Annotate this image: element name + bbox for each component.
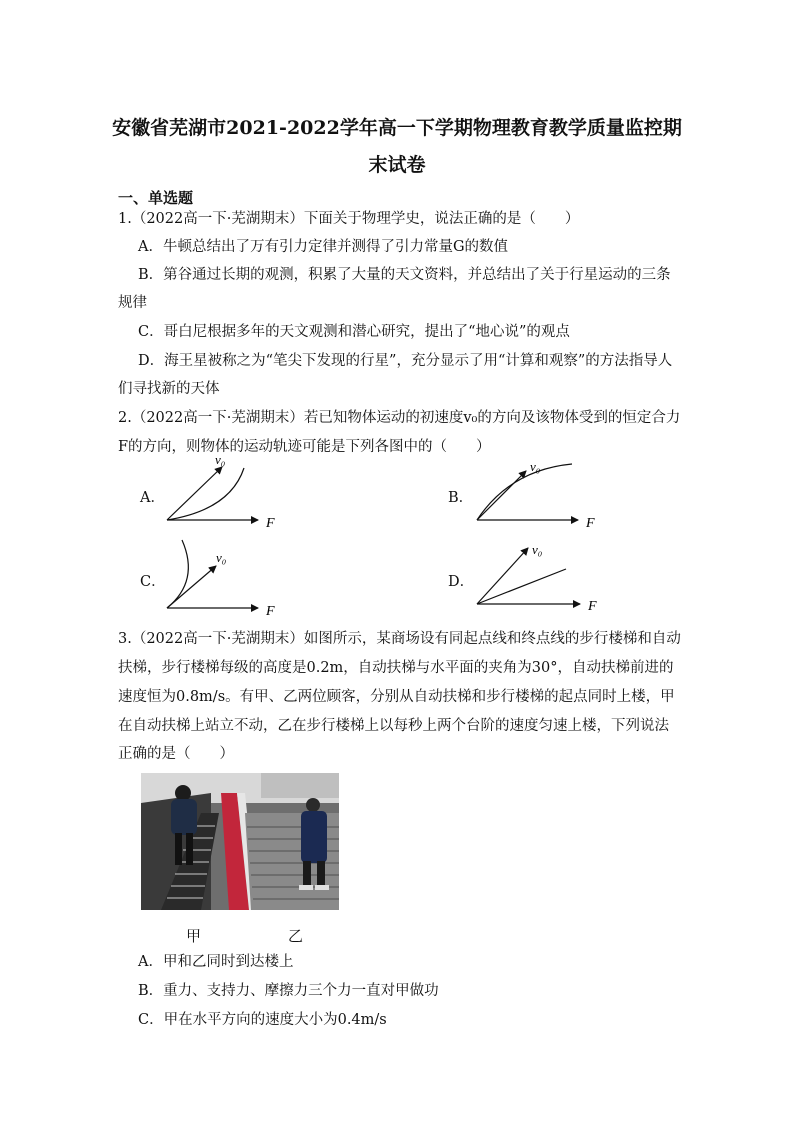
q2-option-d-label: D．	[448, 574, 475, 590]
q1-option-d-line2: 们寻找新的天体	[118, 381, 220, 397]
q1-option-b-line2: 规律	[118, 295, 147, 311]
q2-stem-line2: F的方向，则物体的运动轨迹可能是下列各图中的（ ）	[118, 439, 491, 455]
paper-title-line2: 末试卷	[368, 154, 426, 176]
photo-label-yi: 乙	[288, 927, 304, 945]
q2-option-c-label: C．	[140, 574, 166, 590]
q1-option-b-line1: B．第谷通过长期的观测，积累了大量的天文资料，并总结出了关于行星运动的三条	[138, 267, 671, 283]
q3-option-b: B．重力、支持力、摩擦力三个力一直对甲做功	[138, 983, 439, 999]
v0-label: v₀	[215, 452, 226, 467]
f-label: F	[266, 516, 275, 531]
q3-stem-line1: 3.（2022高一下·芜湖期末）如图所示，某商场设有同起点线和终点线的步行楼梯和自动	[118, 631, 681, 647]
velocity-arrow	[477, 471, 526, 520]
q2-diagram-b	[470, 455, 600, 535]
section-heading: 一、单选题	[118, 189, 194, 207]
q3-stem-line4: 在自动扶梯上站立不动，乙在步行楼梯上以每秒上两个台阶的速度匀速上楼，下列说法	[118, 718, 669, 734]
q2-diagram-d	[470, 538, 605, 618]
v0-label: v₀	[216, 550, 227, 565]
q2-diagram-a	[160, 450, 290, 535]
velocity-arrow	[477, 548, 528, 604]
trajectory-curve	[167, 468, 244, 520]
q3-stem-line5: 正确的是（ ）	[118, 746, 234, 762]
velocity-arrow	[167, 467, 222, 520]
v0-label: v₀	[532, 542, 543, 557]
escalator-photo	[141, 773, 339, 910]
q2-stem-line1: 2.（2022高一下·芜湖期末）若已知物体运动的初速度v₀的方向及该物体受到的恒定合力	[118, 410, 681, 426]
q3-stem-line2: 扶梯，步行楼梯每级的高度是0.2m，自动扶梯与水平面的夹角为30°，自动扶梯前进的	[118, 660, 674, 676]
photo-label-jia: 甲	[186, 927, 202, 945]
q3-option-a: A．甲和乙同时到达楼上	[138, 954, 294, 970]
q3-option-c: C．甲在水平方向的速度大小为0.4m/s	[138, 1012, 387, 1028]
q1-option-d-line1: D．海王星被称之为“笔尖下发现的行星”，充分显示了用“计算和观察”的方法指导人	[138, 353, 673, 369]
trajectory-curve	[167, 540, 188, 608]
q1-stem: 1.（2022高一下·芜湖期末）下面关于物理学史，说法正确的是（ ）	[118, 211, 580, 227]
f-label: F	[588, 599, 597, 614]
f-label: F	[586, 516, 595, 531]
q2-option-b-label: B．	[448, 490, 474, 506]
q3-stem-line3: 速度恒为0.8m/s。有甲、乙两位顾客，分别从自动扶梯和步行楼梯的起点同时上楼，甲	[118, 689, 675, 705]
q2-diagram-c	[160, 536, 290, 621]
q2-option-a-label: A．	[140, 490, 165, 506]
q1-option-c: C．哥白尼根据多年的天文观测和潜心研究，提出了“地心说”的观点	[138, 324, 570, 340]
q1-option-a: A．牛顿总结出了万有引力定律并测得了引力常量G的数值	[138, 239, 509, 255]
paper-title-line1: 安徽省芜湖市2021-2022学年高一下学期物理教育教学质量监控期	[112, 117, 682, 139]
f-label: F	[266, 604, 275, 619]
trajectory-line	[477, 569, 566, 604]
v0-label: v₀	[530, 459, 541, 474]
escalator-illustration	[141, 773, 339, 910]
